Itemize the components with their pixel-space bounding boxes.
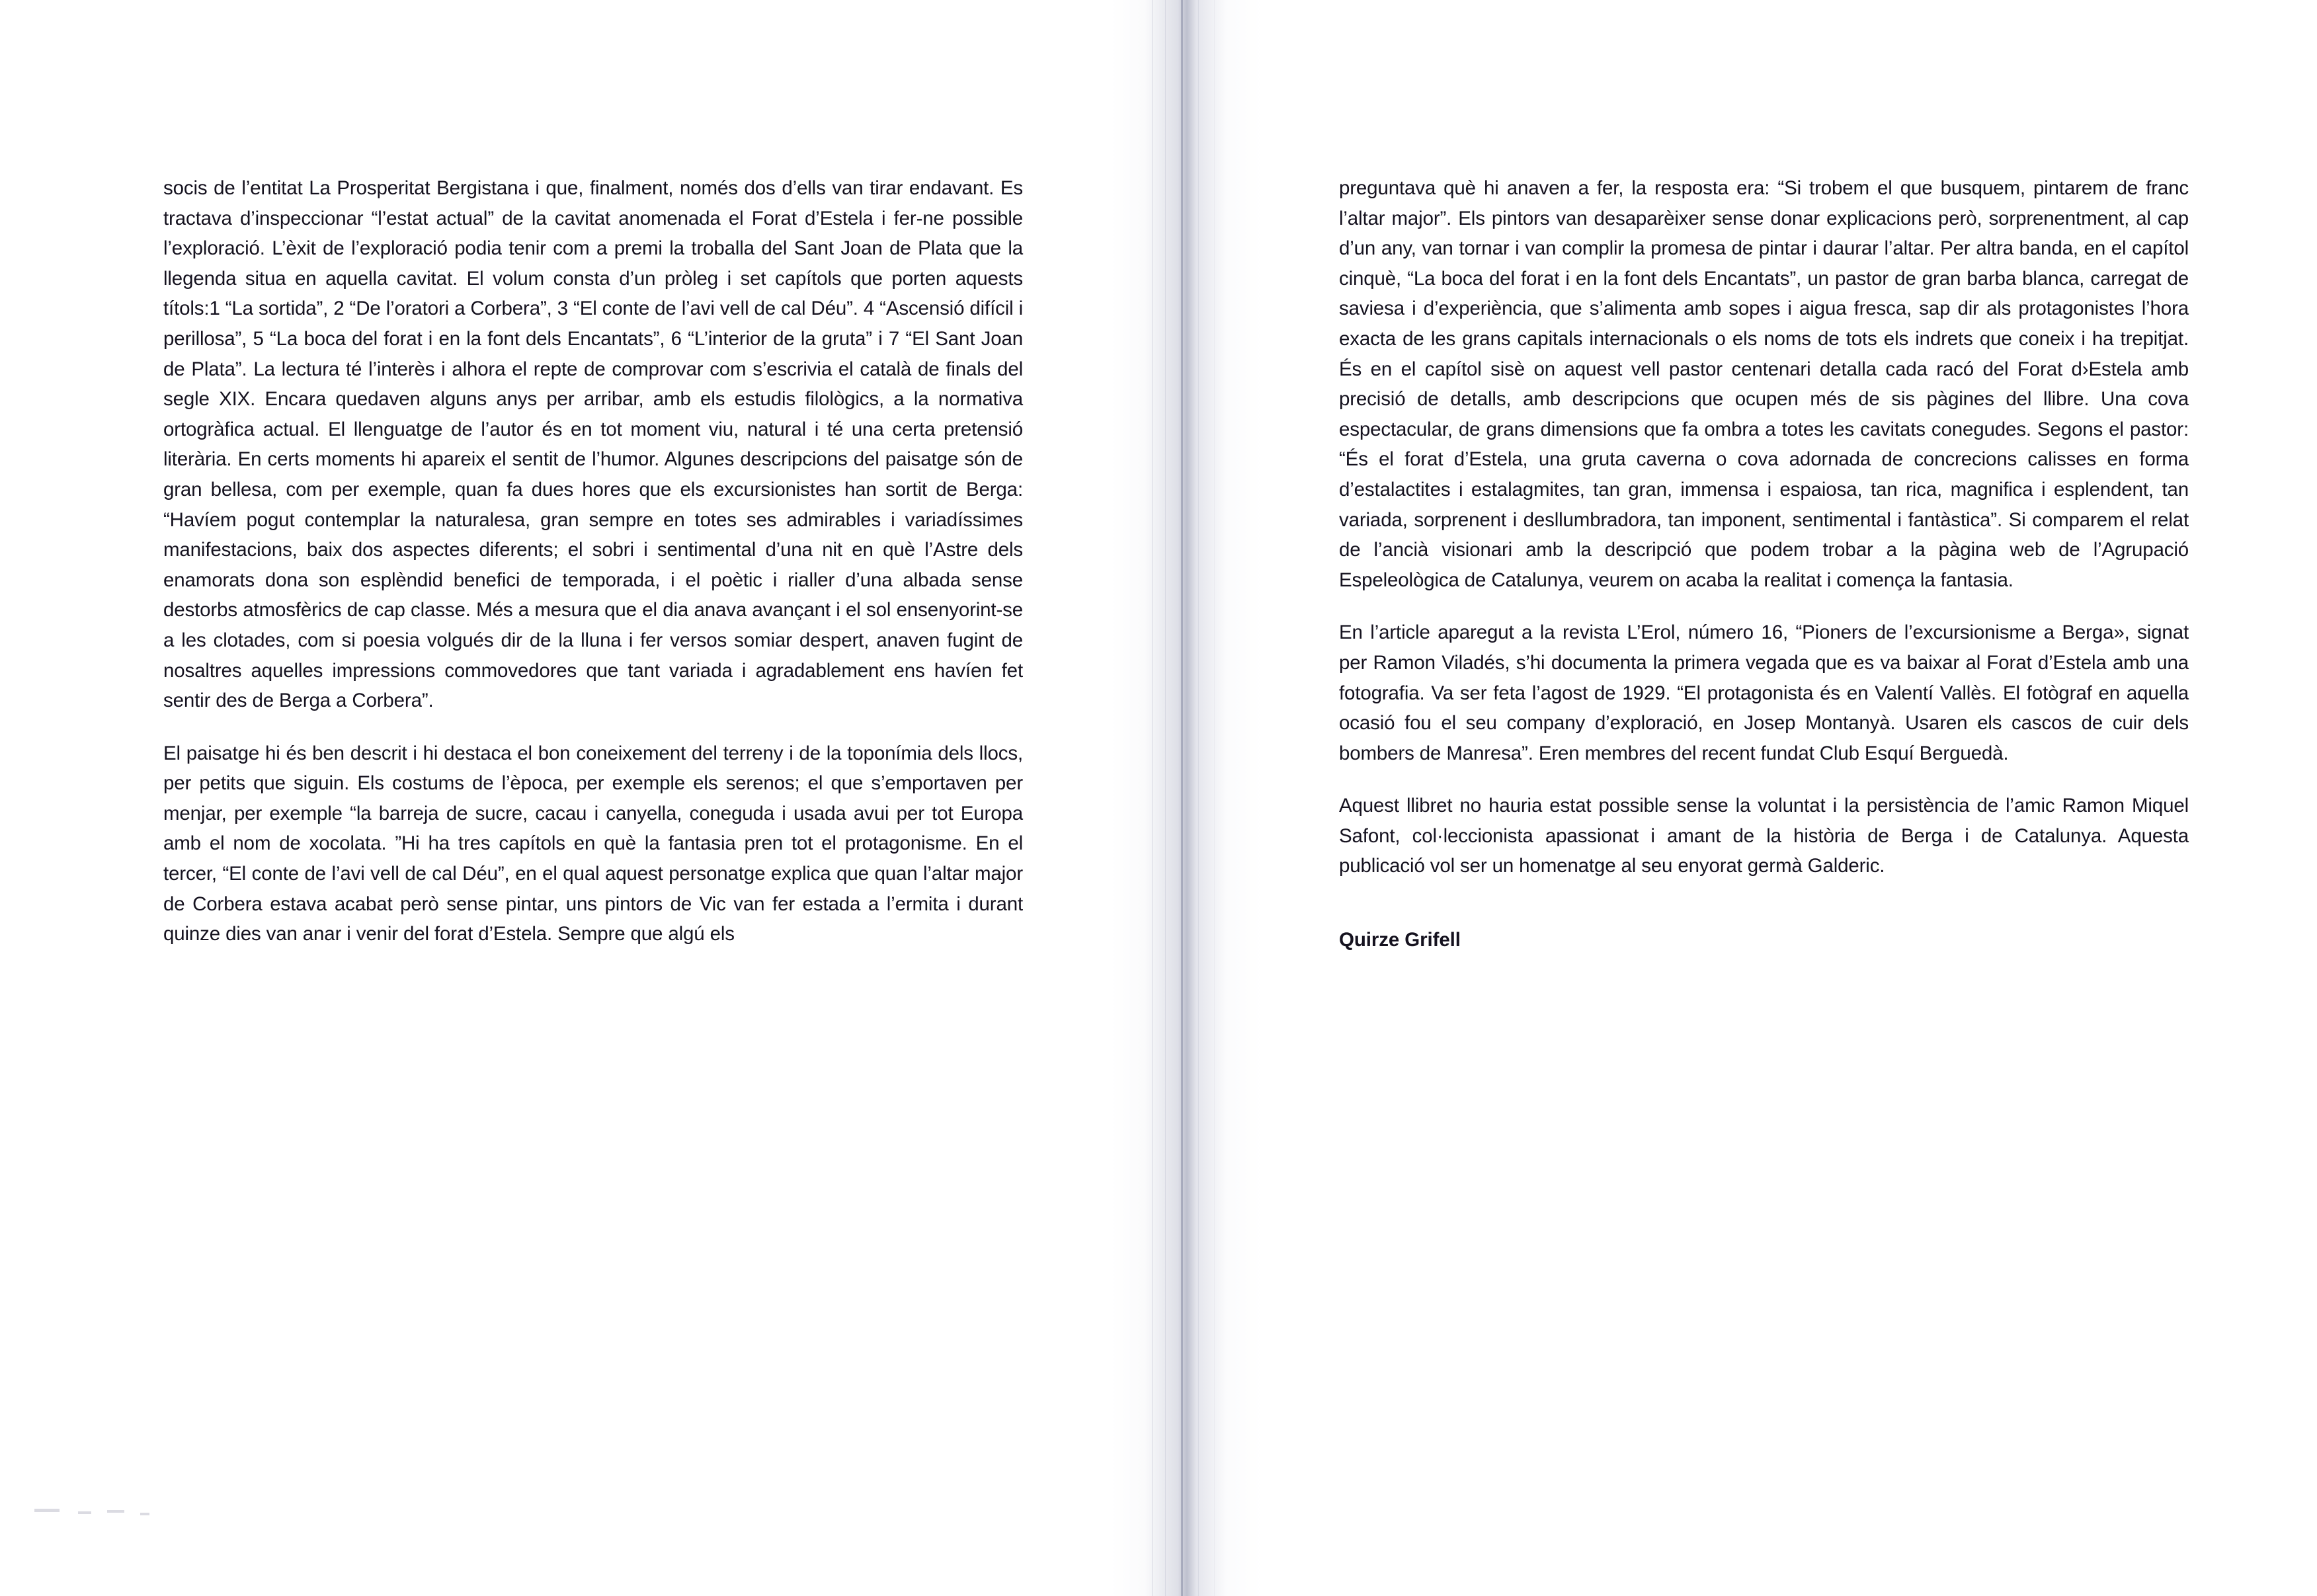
- paragraph: Aquest llibret no hauria estat possible sense la voluntat i la persistència de l’amic Ramon Miquel Safont, col·leccionista apassionat i amant de la història de Berga i de Catalunya. Aquesta publicació vol ser un homenatge al seu enyorat germà Galderic.: [1339, 795, 2189, 877]
- scan-speck-2: [78, 1511, 91, 1514]
- author-signature: Quirze Grifell: [1339, 929, 1461, 951]
- scan-speck-4: [140, 1513, 149, 1515]
- paragraph: socis de l’entitat La Prosperitat Bergistana i que, finalment, només dos d’ells van tirar endavant. Es tractava d’inspeccionar “l’estat actual” de la cavitat anomenada el Forat d’Estela i fer-ne possible l’exploració. L’èxit de l’exploració podia tenir com a premi la troballa del Sant Joan de Plata que la llegenda situa en aquella cavitat. El volum consta d’un pròleg i set capítols que porten aquests títols:1 “La sortida”, 2 “De l’oratori a Corbera”, 3 “El conte de l’avi vell de cal Déu”. 4 “Ascensió difícil i perillosa”, 5 “La boca del forat i en la font dels Encantats”, 6 “L’interior de la gruta” i 7 “El Sant Joan de Plata”. La lectura té l’interès i alhora el repte de comprovar com s’escrivia el català de finals del segle XIX. Encara quedaven alguns anys per arribar, amb els estudis filològics, a la normativa ortogràfica actual. El llenguatge de l’autor és en tot moment viu, natural i té una certa pretensió literària. En certs moments hi apareix el sentit de l’humor. Algunes descripcions del paisatge són de gran bellesa, com per exemple, quan fa dues hores que els excursionistes han sortit de Berga: “Havíem pogut contemplar la naturalesa, gran sempre en totes ses admirables i variadíssimes manifestacions, baix dos aspectes diferents; el sobri i sentimental d’una nit en què l’Astre dels enamorats dona son esplèndid benefici de temporada, i el poètic i rialler d’una albada sense destorbs atmosfèrics de cap classe. Més a mesura que el dia anava avançant i el sol ensenyorint-se a les clotades, com si poesia volgués dir de la lluna i fer versos somiar despert, anaven fugint de nosaltres aquelles impressions commovedores que tant variada i agradablement ens havíen fet sentir des de Berga a Corbera”.: [163, 177, 1023, 712]
- paragraph: En l’article aparegut a la revista L’Erol, número 16, “Pioners de l’excursionisme a Berga», signat per Ramon Viladés, s’hi documenta la primera vegada que es va baixar al Forat d’Estela amb una fotografia. Va ser feta l’agost de 1929. “El protagonista és en Valentí Vallès. El fotògraf en aquella ocasió fou el seu company d’exploració, en Josep Montanyà. Usaren els cascos de cuir dels bombers de Manresa”. Eren membres del recent fundat Club Esquí Berguedà.: [1339, 621, 2189, 764]
- right-page-text-column: [1339, 173, 2189, 955]
- left-page-text-column: [163, 173, 1023, 949]
- scan-speck-3: [107, 1510, 124, 1513]
- paragraph: preguntava què hi anaven a fer, la resposta era: “Si trobem el que busquem, pintarem de franc l’altar major”. Els pintors van desaparèixer sense donar explicacions però, sorprenentment, al cap d’un any, van tornar i van complir la promesa de pintar i daurar l’altar. Per altra banda, en el capítol cinquè, “La boca del forat i en la font dels Encantats”, un pastor de gran barba blanca, carregat de saviesa i d’experiència, que s’alimenta amb sopes i aigua fresca, sap dir als protagonistes l’hora exacta de les grans capitals internacionals o els noms de tots els indrets que coneix i ha trepitjat. És en el capítol sisè on aquest vell pastor centenari detalla cada racó del Forat d›Estela amb precisió de detalls, amb descripcions que ocupen més de sis pàgines del llibre. Una cova espectacular, de grans dimensions que fa ombra a totes les cavitats conegudes. Segons el pastor: “És el forat d’Estela, una gruta caverna o cova adornada de concrecions calisses en forma d’estalactites i estalagmites, tan gran, immensa i espaiosa, tan rica, magnifica i esplendent, tan variada, sorprenent i desllumbradora, tan imponent, sentimental i fantàstica”. Si comparem el relat de l’ancià visionari amb la descripció que podem trobar a la pàgina web de l’Agrupació Espeleològica de Catalunya, veurem on acaba la realitat i comença la fantasia.: [1339, 177, 2189, 591]
- paragraph: El paisatge hi és ben descrit i hi destaca el bon coneixement del terreny i de la toponímia dels llocs, per petits que siguin. Els costums de l’època, per exemple els serenos; el que s’emportaven per menjar, per exemple “la barreja de sucre, cacau i canyella, coneguda i usada avui per tot Europa amb el nom de xocolata. ”Hi ha tres capítols en què la fantasia pren tot el protagonisme. En el tercer, “El conte de l’avi vell de cal Déu”, en el qual aquest personatge explica que quan l’altar major de Corbera estava acabat però sense pintar, uns pintors de Vic van fer estada a l’ermita i durant quinze dies van anar i venir del forat d’Estela. Sempre que algú els: [163, 742, 1023, 945]
- scan-speck-1: [34, 1509, 60, 1512]
